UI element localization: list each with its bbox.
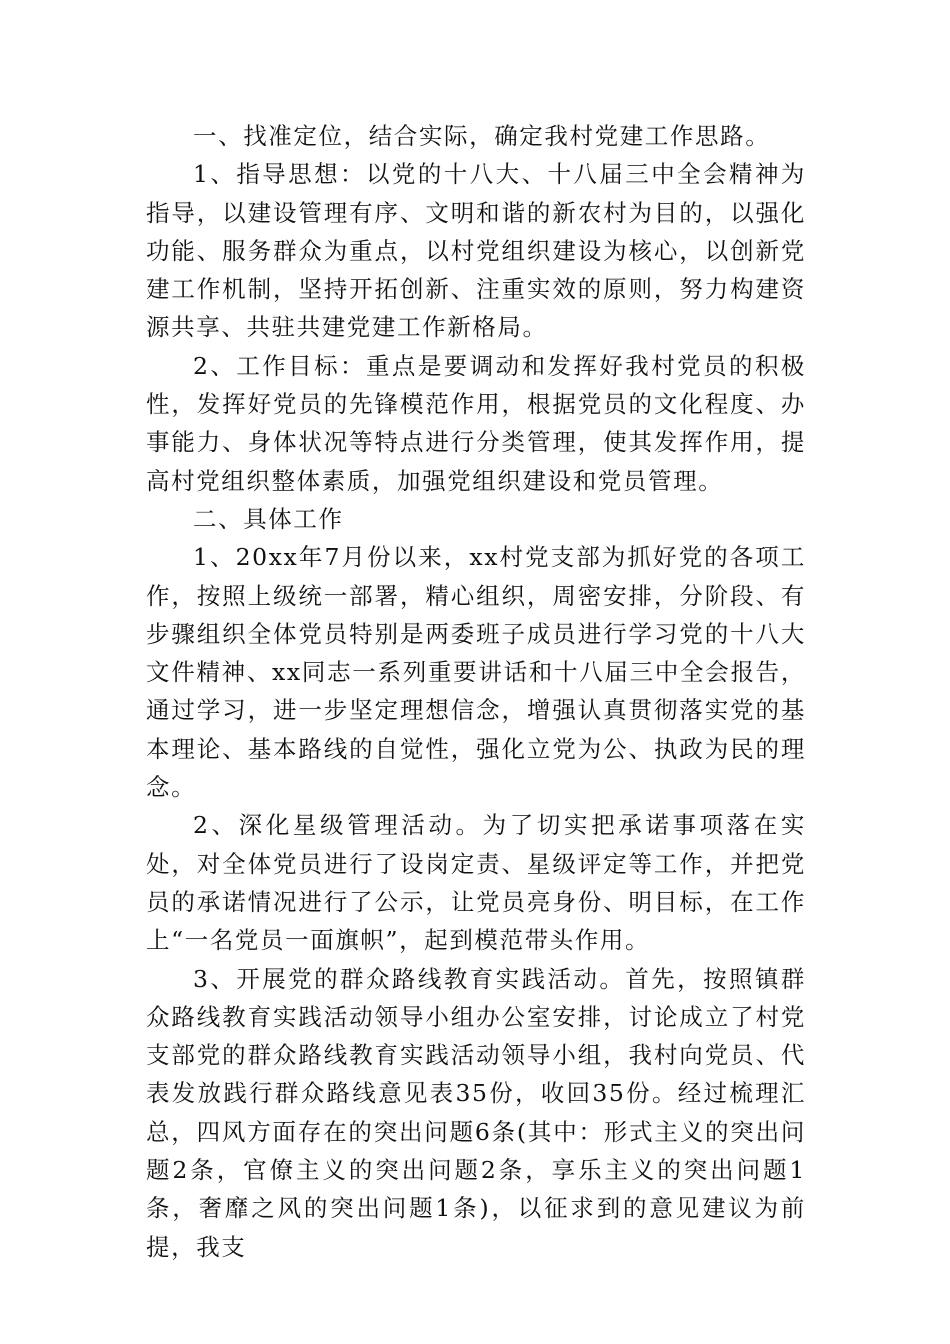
paragraph-mass-line: 3、开展党的群众路线教育实践活动。首先，按照镇群众路线教育实践活动领导小组办公室安排，讨论成立了村党支部党的群众路线教育实践活动领导小组，我村向党员、代表发放践行群众路线意见表35份，收回35份。经过梳理汇总，四风方面存在的突出问题6条(其中：形式主义的突出问题2条，官僚主义的突出问题2条，享乐主义的突出问题1条，奢靡之风的突出问题1条)，以征求到的意见建议为前提，我支 [146, 964, 806, 1261]
paragraph-work-goals: 2、工作目标：重点是要调动和发挥好我村党员的积极性，发挥好党员的先锋模范作用，根据党员的文化程度、办事能力、身体状况等特点进行分类管理，使其发挥作用，提高村党组织整体素质，加强党组织建设和党员管理。 [146, 351, 806, 495]
paragraph-study: 1、20xx年7月份以来，xx村党支部为抓好党的各项工作，按照上级统一部署，精心组织，周密安排，分阶段、有步骤组织全体党员特别是两委班子成员进行学习党的十八大文件精神、xx同志一系列重要讲话和十八届三中全会报告，通过学习，进一步坚定理想信念，增强认真贯彻落实党的基本理论、基本路线的自觉性，强化立党为公、执政为民的理念。 [146, 543, 806, 802]
section-heading-1: 一、找准定位，结合实际，确定我村党建工作思路。 [193, 122, 771, 150]
section-heading-2: 二、具体工作 [193, 504, 344, 533]
paragraph-guiding-ideology: 1、指导思想：以党的十八大、十八届三中全会精神为指导，以建设管理有序、文明和谐的新农村为目的，以强化功能、服务群众为重点，以村党组织建设为核心，以创新党建工作机制，坚持开拓创新、注重实效的原则，努力构建资源共享、共驻共建党建工作新格局。 [146, 160, 806, 342]
paragraph-star-management: 2、深化星级管理活动。为了切实把承诺事项落在实处，对全体党员进行了设岗定责、星级评定等工作，并把党员的承诺情况进行了公示，让党员亮身份、明目标，在工作上“一名党员一面旗帜”，起到模范带头作用。 [146, 811, 806, 955]
document-body [146, 117, 806, 1266]
